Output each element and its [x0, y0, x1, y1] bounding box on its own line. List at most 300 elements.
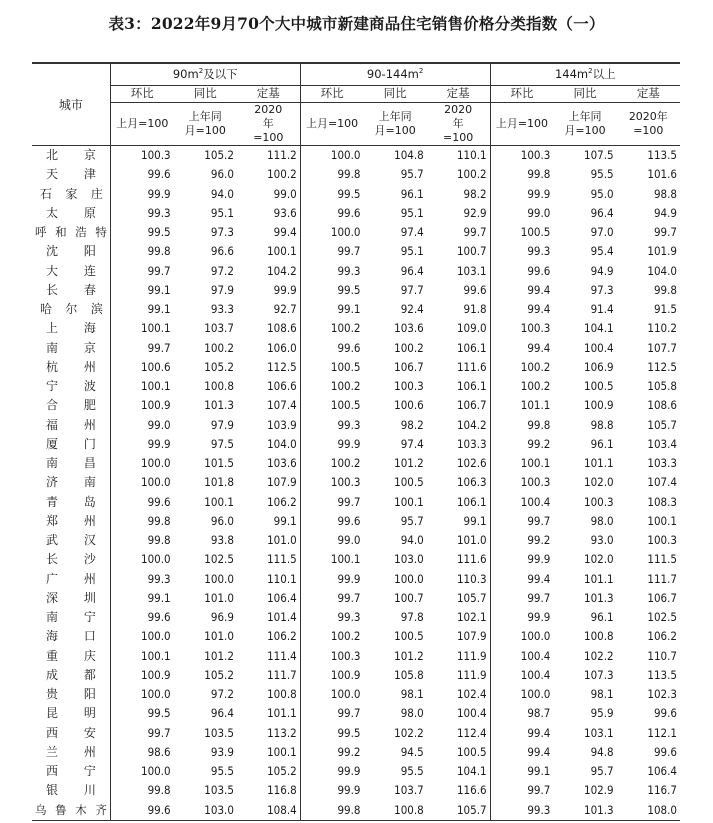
value-cell: 100.2	[300, 319, 363, 338]
city-cell: 福州	[46, 417, 96, 432]
group-large-pre: 144m	[554, 66, 589, 81]
value-cell: 102.0	[584, 552, 614, 567]
value-cell: 99.3	[490, 801, 553, 821]
value-cell: 99.7	[110, 724, 173, 743]
value-cell: 102.0	[584, 475, 614, 490]
value-cell: 96.0	[210, 167, 234, 182]
value-cell: 100.0	[300, 223, 363, 242]
value-cell: 99.0	[273, 186, 297, 201]
table-row	[32, 704, 680, 723]
value-cell: 112.1	[647, 725, 677, 740]
value-cell: 94.0	[210, 186, 234, 201]
table-title: 表3：2022年9月70个大中城市新建商品住宅销售价格分类指数（一）	[108, 14, 605, 33]
value-cell: 103.3	[647, 456, 677, 470]
value-cell: 98.7	[490, 704, 553, 723]
city-cell: 济南	[46, 475, 96, 490]
value-cell: 97.3	[590, 282, 614, 297]
value-cell: 100.4	[490, 647, 553, 666]
value-cell: 111.9	[456, 667, 487, 682]
base-header-2-1: 上年同月=100	[553, 103, 616, 146]
table-row	[32, 666, 680, 685]
value-cell: 107.3	[584, 667, 614, 682]
value-cell: 101.2	[394, 456, 424, 470]
value-cell: 106.0	[267, 340, 297, 355]
value-cell: 101.0	[267, 533, 297, 547]
city-cell: 太原	[46, 205, 96, 220]
value-cell: 100.2	[394, 340, 424, 355]
value-cell: 103.7	[394, 783, 424, 798]
city-cell: 杭州	[46, 359, 96, 374]
value-cell: 106.1	[456, 494, 487, 509]
value-cell: 107.4	[267, 398, 297, 413]
sub-header-0-2: 定基	[237, 86, 300, 103]
value-cell: 99.8	[110, 531, 173, 550]
value-cell: 97.5	[210, 436, 234, 451]
value-cell: 111.4	[267, 648, 297, 663]
table-row	[32, 319, 680, 338]
value-cell: 113.5	[617, 146, 680, 166]
value-cell: 92.7	[273, 302, 297, 316]
group-large-sup: 2	[588, 66, 593, 75]
value-cell: 103.1	[584, 725, 614, 740]
value-cell: 110.2	[647, 321, 677, 336]
value-cell: 93.0	[590, 533, 614, 547]
value-cell: 107.5	[553, 146, 616, 166]
city-cell: 北京	[32, 146, 110, 166]
base-header-0-0: 上月=100	[110, 103, 173, 146]
city-cell: 厦门	[46, 436, 96, 451]
value-cell: 96.9	[210, 610, 234, 624]
value-cell: 100.1	[204, 494, 234, 509]
value-cell: 103.9	[267, 417, 297, 432]
value-cell: 101.3	[584, 590, 614, 605]
value-cell: 100.3	[490, 319, 553, 338]
value-cell: 103.5	[204, 783, 234, 798]
value-cell: 108.6	[267, 321, 297, 336]
value-cell: 116.6	[456, 783, 487, 798]
city-cell: 呼和浩特	[35, 225, 107, 239]
sub-header-2-2: 定基	[617, 86, 680, 103]
value-cell: 99.0	[490, 204, 553, 223]
base-header-2-0: 上月=100	[490, 103, 553, 146]
value-cell: 100.8	[584, 629, 614, 644]
value-cell: 98.2	[463, 186, 487, 201]
value-cell: 105.2	[204, 667, 234, 682]
city-cell: 青岛	[46, 494, 96, 509]
value-cell: 108.6	[647, 398, 677, 413]
value-cell: 111.6	[456, 552, 487, 567]
value-cell: 94.8	[590, 744, 614, 759]
value-cell: 99.6	[110, 801, 173, 821]
value-cell: 101.8	[204, 475, 234, 490]
table-row	[32, 281, 680, 300]
value-cell: 100.1	[110, 377, 173, 396]
value-cell: 100.5	[456, 744, 487, 759]
table-row	[32, 647, 680, 666]
value-cell: 105.2	[174, 146, 237, 166]
value-cell: 95.5	[590, 167, 614, 182]
base-header-0-1: 上年同月=100	[174, 103, 237, 146]
value-cell: 100.2	[490, 358, 553, 377]
value-cell: 102.5	[647, 610, 677, 624]
value-cell: 99.4	[490, 724, 553, 743]
group-header-small	[110, 63, 300, 86]
value-cell: 99.4	[490, 570, 553, 589]
value-cell: 101.1	[267, 706, 297, 721]
value-cell: 99.4	[490, 743, 553, 762]
value-cell: 99.6	[300, 512, 363, 531]
value-cell: 99.2	[300, 743, 363, 762]
city-cell: 深圳	[46, 590, 96, 605]
value-cell: 93.8	[210, 533, 234, 547]
value-cell: 97.4	[400, 436, 424, 451]
value-cell: 99.9	[300, 781, 363, 800]
value-cell: 108.4	[237, 801, 300, 821]
table-body	[32, 146, 680, 821]
value-cell: 99.1	[110, 281, 173, 300]
table-row	[32, 627, 680, 646]
value-cell: 100.3	[300, 647, 363, 666]
value-cell: 100.3	[110, 146, 173, 166]
value-cell: 99.9	[273, 282, 297, 297]
value-cell: 100.9	[300, 666, 363, 685]
value-cell: 100.0	[110, 627, 173, 646]
city-cell: 郑州	[46, 513, 96, 528]
value-cell: 97.8	[400, 610, 424, 624]
group-small-sup: 2	[198, 66, 204, 75]
value-cell: 100.7	[394, 590, 424, 605]
value-cell: 105.7	[647, 417, 677, 432]
value-cell: 98.2	[400, 417, 424, 432]
value-cell: 100.4	[490, 493, 553, 512]
value-cell: 111.5	[647, 552, 677, 567]
value-cell: 99.4	[490, 339, 553, 358]
base-header-row	[32, 103, 680, 146]
value-cell: 96.4	[400, 263, 424, 278]
value-cell: 111.7	[647, 571, 677, 586]
value-cell: 104.8	[363, 146, 426, 166]
value-cell: 100.6	[394, 398, 424, 413]
value-cell: 95.5	[400, 764, 424, 778]
city-cell: 西宁	[46, 764, 96, 778]
value-cell: 99.7	[490, 512, 553, 531]
city-cell: 海口	[46, 629, 96, 644]
value-cell: 99.9	[110, 435, 173, 454]
value-cell: 99.7	[110, 262, 173, 281]
value-cell: 96.4	[210, 706, 234, 721]
value-cell: 99.6	[110, 165, 173, 184]
table-row	[32, 377, 680, 396]
value-cell: 99.7	[490, 589, 553, 608]
value-cell: 99.6	[300, 339, 363, 358]
value-cell: 100.1	[267, 244, 297, 259]
value-cell: 100.0	[300, 146, 363, 166]
value-cell: 100.8	[267, 687, 297, 701]
price-index-table-container	[32, 62, 680, 817]
value-cell: 100.3	[300, 473, 363, 492]
city-cell: 兰州	[46, 744, 96, 759]
value-cell: 100.9	[110, 666, 173, 685]
value-cell: 99.8	[490, 416, 553, 435]
value-cell: 106.4	[267, 590, 297, 605]
group-medium-pre: 90-144m	[366, 66, 419, 81]
value-cell: 100.3	[584, 494, 614, 509]
value-cell: 99.8	[653, 282, 677, 297]
value-cell: 99.0	[110, 416, 173, 435]
value-cell: 112.4	[456, 725, 487, 740]
value-cell: 101.0	[456, 533, 487, 547]
value-cell: 100.5	[300, 358, 363, 377]
table-row	[32, 550, 680, 569]
value-cell: 97.2	[210, 687, 234, 701]
value-cell: 99.9	[300, 762, 363, 781]
value-cell: 102.2	[394, 725, 424, 740]
city-header-label: 城市	[58, 97, 83, 112]
value-cell: 95.1	[210, 205, 234, 220]
value-cell: 107.4	[647, 475, 677, 490]
value-cell: 99.9	[110, 185, 173, 204]
value-cell: 99.6	[653, 706, 677, 721]
value-cell: 99.3	[110, 204, 173, 223]
value-cell: 92.9	[463, 205, 487, 220]
table-row	[32, 165, 680, 184]
value-cell: 105.7	[427, 801, 490, 821]
price-index-table	[32, 62, 680, 821]
value-cell: 96.0	[210, 513, 234, 528]
value-cell: 100.7	[456, 244, 487, 259]
city-cell: 天津	[46, 167, 96, 182]
city-cell: 贵阳	[46, 687, 96, 701]
table-row	[32, 435, 680, 454]
value-cell: 100.0	[490, 685, 553, 704]
value-cell: 93.9	[210, 744, 234, 759]
value-cell: 107.9	[456, 629, 487, 644]
value-cell: 100.5	[300, 396, 363, 415]
value-cell: 100.0	[394, 571, 424, 586]
table-row	[32, 493, 680, 512]
value-cell: 106.1	[456, 340, 487, 355]
value-cell: 108.0	[617, 801, 680, 821]
value-cell: 97.2	[210, 263, 234, 278]
value-cell: 100.9	[584, 398, 614, 413]
group-header-medium	[300, 63, 490, 86]
value-cell: 104.2	[456, 417, 487, 432]
value-cell: 100.0	[110, 454, 173, 473]
value-cell: 95.1	[400, 205, 424, 220]
value-cell: 96.4	[590, 205, 614, 220]
city-cell: 哈尔滨	[40, 302, 103, 316]
value-cell: 101.6	[647, 167, 677, 182]
value-cell: 105.7	[456, 590, 487, 605]
base-header-1-0: 上月=100	[300, 103, 363, 146]
value-cell: 95.4	[590, 244, 614, 259]
value-cell: 101.9	[647, 244, 677, 259]
value-cell: 100.2	[267, 167, 297, 182]
value-cell: 111.6	[456, 359, 487, 374]
value-cell: 98.8	[590, 417, 614, 432]
value-cell: 108.3	[647, 494, 677, 509]
base-header-1-2: 2020年=100	[427, 103, 490, 146]
table-row	[32, 339, 680, 358]
value-cell: 100.0	[110, 685, 173, 704]
value-cell: 99.8	[110, 781, 173, 800]
value-cell: 99.7	[300, 589, 363, 608]
table-row	[32, 531, 680, 550]
value-cell: 99.3	[300, 608, 363, 627]
value-cell: 99.5	[300, 724, 363, 743]
value-cell: 97.3	[210, 225, 234, 239]
value-cell: 99.9	[300, 570, 363, 589]
table-row	[32, 358, 680, 377]
value-cell: 112.5	[267, 359, 297, 374]
city-cell: 长沙	[46, 552, 96, 567]
value-cell: 106.7	[647, 590, 677, 605]
value-cell: 99.5	[110, 704, 173, 723]
city-cell: 西安	[46, 725, 96, 740]
value-cell: 105.2	[204, 359, 234, 374]
value-cell: 100.5	[490, 223, 553, 242]
value-cell: 101.4	[267, 610, 297, 624]
value-cell: 100.1	[490, 454, 553, 473]
value-cell: 91.4	[590, 302, 614, 316]
value-cell: 101.0	[204, 590, 234, 605]
value-cell: 91.8	[463, 302, 487, 316]
value-cell: 100.5	[394, 629, 424, 644]
table-row	[32, 473, 680, 492]
value-cell: 99.7	[490, 781, 553, 800]
value-cell: 100.3	[490, 146, 553, 166]
city-cell: 南京	[46, 340, 96, 355]
value-cell: 102.6	[456, 456, 487, 470]
table-row	[32, 608, 680, 627]
value-cell: 97.9	[210, 282, 234, 297]
value-cell: 100.8	[363, 801, 426, 821]
table-header	[32, 63, 680, 146]
value-cell: 110.1	[267, 571, 297, 586]
value-cell: 106.7	[456, 398, 487, 413]
base-header-0-2: 2020年=100	[237, 103, 300, 146]
value-cell: 99.1	[110, 589, 173, 608]
value-cell: 99.1	[110, 300, 173, 319]
value-cell: 102.2	[584, 648, 614, 663]
value-cell: 94.0	[400, 533, 424, 547]
sub-header-0-1: 同比	[174, 86, 237, 103]
sub-header-1-1: 同比	[363, 86, 426, 103]
value-cell: 95.1	[400, 244, 424, 259]
value-cell: 105.2	[267, 764, 297, 778]
value-cell: 99.7	[300, 704, 363, 723]
table-row	[32, 454, 680, 473]
value-cell: 101.0	[204, 629, 234, 644]
value-cell: 94.9	[590, 263, 614, 278]
table-row	[32, 570, 680, 589]
value-cell: 100.1	[394, 494, 424, 509]
value-cell: 100.3	[394, 379, 424, 393]
sub-header-row	[32, 86, 680, 103]
value-cell: 100.2	[490, 377, 553, 396]
value-cell: 116.8	[267, 783, 297, 798]
table-row	[32, 762, 680, 781]
value-cell: 104.0	[267, 436, 297, 451]
value-cell: 99.2	[490, 531, 553, 550]
value-cell: 113.5	[647, 667, 677, 682]
value-cell: 99.3	[300, 262, 363, 281]
value-cell: 102.1	[456, 610, 487, 624]
value-cell: 106.3	[456, 475, 487, 490]
value-cell: 95.0	[590, 186, 614, 201]
table-row	[32, 801, 680, 821]
table-row	[32, 589, 680, 608]
value-cell: 99.7	[653, 225, 677, 239]
value-cell: 99.6	[653, 744, 677, 759]
table-row	[32, 262, 680, 281]
value-cell: 99.0	[300, 531, 363, 550]
value-cell: 100.1	[647, 513, 677, 528]
value-cell: 103.1	[456, 263, 487, 278]
value-cell: 97.7	[400, 282, 424, 297]
value-cell: 95.9	[590, 706, 614, 721]
value-cell: 111.7	[267, 667, 297, 682]
value-cell: 99.6	[300, 204, 363, 223]
value-cell: 97.4	[400, 225, 424, 239]
value-cell: 99.1	[490, 762, 553, 781]
group-small-post: 及以下	[203, 66, 238, 81]
sub-header-1-2: 定基	[427, 86, 490, 103]
value-cell: 104.1	[584, 321, 614, 336]
value-cell: 112.5	[647, 359, 677, 374]
value-cell: 100.8	[204, 379, 234, 393]
value-cell: 95.7	[400, 513, 424, 528]
value-cell: 103.3	[456, 436, 487, 451]
value-cell: 101.1	[584, 571, 614, 586]
value-cell: 106.2	[647, 629, 677, 644]
value-cell: 98.8	[653, 186, 677, 201]
table-row	[32, 396, 680, 415]
table-row	[32, 204, 680, 223]
value-cell: 98.1	[400, 687, 424, 701]
value-cell: 101.1	[584, 456, 614, 470]
value-cell: 99.6	[490, 262, 553, 281]
value-cell: 110.3	[456, 571, 487, 586]
value-cell: 99.1	[463, 513, 487, 528]
value-cell: 99.9	[490, 185, 553, 204]
value-cell: 97.0	[590, 225, 614, 239]
value-cell: 99.6	[463, 282, 487, 297]
value-cell: 99.8	[300, 801, 363, 821]
table-row	[32, 146, 680, 166]
city-cell: 广州	[46, 571, 96, 586]
value-cell: 99.7	[110, 339, 173, 358]
value-cell: 101.3	[204, 398, 234, 413]
value-cell: 97.9	[210, 417, 234, 432]
value-cell: 109.0	[456, 321, 487, 336]
value-cell: 99.9	[300, 435, 363, 454]
value-cell: 100.0	[204, 571, 234, 586]
table-row	[32, 724, 680, 743]
value-cell: 99.5	[300, 281, 363, 300]
value-cell: 100.9	[110, 396, 173, 415]
value-cell: 99.7	[463, 225, 487, 239]
value-cell: 104.0	[647, 263, 677, 278]
table-row	[32, 185, 680, 204]
value-cell: 102.5	[204, 552, 234, 567]
city-cell: 成都	[46, 667, 96, 682]
value-cell: 102.9	[584, 783, 614, 798]
value-cell: 99.3	[110, 570, 173, 589]
value-cell: 96.1	[590, 436, 614, 451]
value-cell: 100.4	[456, 706, 487, 721]
value-cell: 103.0	[174, 801, 237, 821]
